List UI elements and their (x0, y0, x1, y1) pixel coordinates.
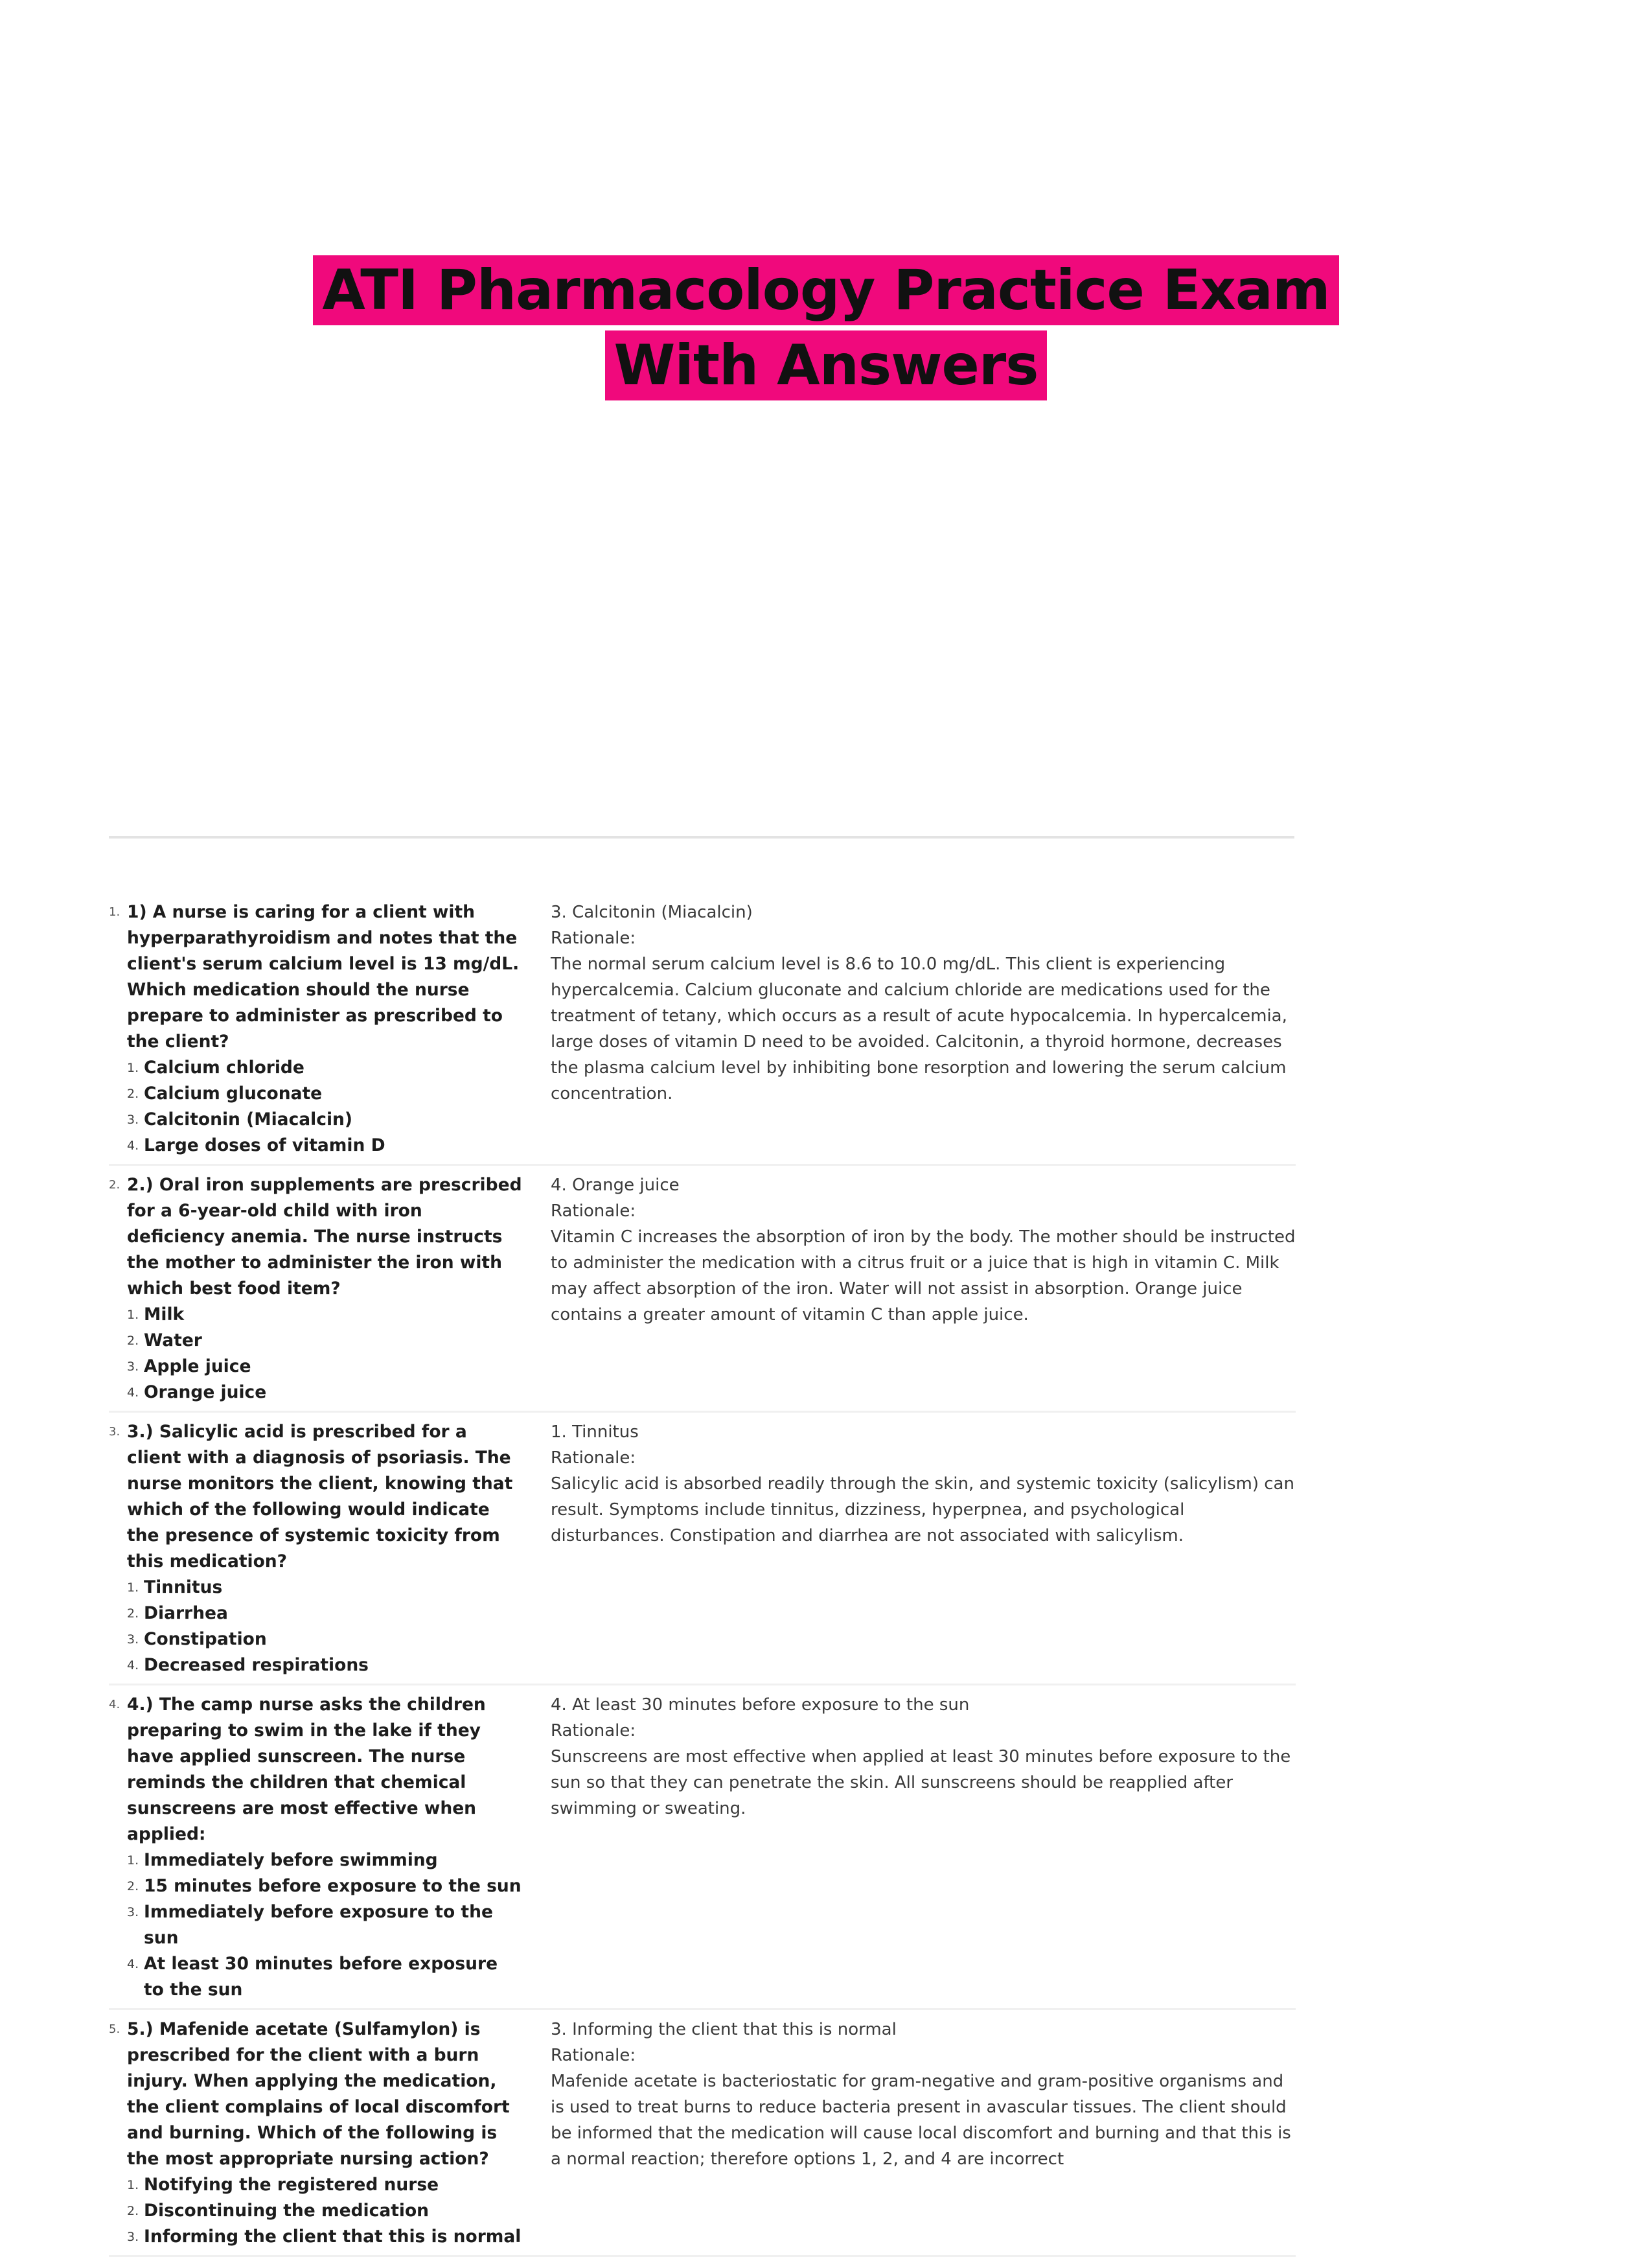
answer-cell (523, 1172, 1296, 1406)
question-cell (109, 2017, 523, 2250)
correct-answer: 3. Calcitonin (Miacalcin) (551, 903, 753, 922)
answer-cell (523, 2017, 1296, 2250)
option-number: 3. (127, 1632, 139, 1647)
option-number: 1. (127, 2178, 139, 2192)
answer-option (127, 1328, 523, 1354)
question-cell (109, 1419, 523, 1678)
option-number: 4. (127, 1385, 139, 1400)
rationale-label: Rationale: (551, 1448, 636, 1468)
answer-option (127, 1055, 523, 1081)
option-text: Orange juice (144, 1382, 267, 1402)
option-text: Constipation (144, 1629, 267, 1649)
answer-option (127, 2224, 523, 2250)
question-body (127, 1172, 523, 1406)
option-number: 3. (127, 1905, 139, 1919)
rationale-label: Rationale: (551, 1721, 636, 1741)
option-number: 1. (127, 1308, 139, 1322)
answer-option (127, 1133, 523, 1159)
option-number: 1. (127, 1061, 139, 1075)
answer-option (127, 1899, 523, 1951)
question-cell (109, 1172, 523, 1406)
rationale-text: Vitamin C increases the absorption of iron by the body. The mother should be instructed to administer the medication with a citrus fruit or a juice that is high in vitamin C. Milk may affect absorption of the iron. Water will not assist in absorption. Orange juice contains a greater amount of vitamin C than apple juice. (551, 1227, 1296, 1325)
question-text: 3.) Salicylic acid is prescribed for a client with a diagnosis of psoriasis. The nurse monitors the client, knowing that which of the following would indicate the presence of systemic toxicity from this medication? (127, 1422, 513, 1571)
option-text: Calcitonin (Miacalcin) (144, 1109, 353, 1129)
correct-answer: 4. At least 30 minutes before exposure to the sun (551, 1695, 970, 1715)
correct-answer: 3. Informing the client that this is normal (551, 2020, 897, 2039)
option-text: At least 30 minutes before exposure to the sun (144, 1954, 498, 2000)
question-number: 2. (109, 1178, 120, 1192)
option-text: Immediately before swimming (144, 1850, 438, 1870)
qa-row (109, 893, 1296, 1166)
option-text: Tinnitus (144, 1577, 223, 1597)
option-number: 3. (127, 1113, 139, 1127)
option-text: Notifying the registered nurse (144, 2175, 439, 2195)
option-text: Milk (144, 1304, 185, 1325)
answer-option (127, 1601, 523, 1626)
answer-option (127, 1575, 523, 1601)
question-number: 5. (109, 2022, 120, 2036)
rationale-text: The normal serum calcium level is 8.6 to 10.0 mg/dL. This client is experiencing hypercalcemia. Calcium gluconate and calcium chloride are medications used for the treatment of tetany, which occurs as a result of acute hypocalcemia. In hypercalcemia, large doses of vitamin D need to be avoided. Calcitonin, a thyroid hormone, decreases the plasma calcium level by inhibiting bone resorption and lowering the serum calcium concentration. (551, 955, 1287, 1104)
answer-option (127, 2198, 523, 2224)
option-text: Calcium gluconate (144, 1083, 323, 1104)
question-number: 4. (109, 1698, 120, 1711)
option-number: 1. (127, 1853, 139, 1868)
option-number: 2. (127, 1087, 139, 1101)
answer-option (127, 1951, 523, 2003)
option-text: Apple juice (144, 1356, 251, 1376)
page-title: ATI Pharmacology Practice Exam With Answers (313, 255, 1338, 400)
qa-table (109, 893, 1296, 2257)
option-text: Discontinuing the medication (144, 2201, 430, 2221)
question-body (127, 1692, 523, 2003)
divider (109, 836, 1294, 839)
answer-option (127, 1081, 523, 1107)
option-text: Informing the client that this is normal (144, 2227, 522, 2247)
rationale-text: Salicylic acid is absorbed readily through the skin, and systemic toxicity (salicylism) can result. Symptoms include tinnitus, dizziness, hyperpnea, and psychological disturbances. Constipation and diarrhea are not associated with salicylism. (551, 1474, 1294, 1545)
option-text: Diarrhea (144, 1603, 228, 1623)
question-body (127, 899, 523, 1159)
option-number: 1. (127, 1580, 139, 1595)
rationale-text: Mafenide acetate is bacteriostatic for gram-negative and gram-positive organisms and is used to treat burns to reduce bacteria present in avascular tissues. The client should be informed that the medication will cause local discomfort and burning and that this is a normal reaction; therefore options 1, 2, and 4 are incorrect (551, 2072, 1291, 2169)
answer-option (127, 1847, 523, 1873)
answer-option (127, 1626, 523, 1652)
option-number: 4. (127, 1139, 139, 1153)
answer-option (127, 1302, 523, 1328)
question-text: 5.) Mafenide acetate (Sulfamylon) is prescribed for the client with a burn injury. When applying the medication, the client complains of local discomfort and burning. Which of the following is the most appropriate nursing action? (127, 2019, 510, 2169)
rationale-text: Sunscreens are most effective when applied at least 30 minutes before exposure to the sun so that they can penetrate the skin. All sunscreens should be reapplied after swimming or sweating. (551, 1747, 1291, 1818)
option-number: 2. (127, 2204, 139, 2218)
answer-cell (523, 899, 1296, 1159)
title-block (0, 253, 1652, 403)
answer-option (127, 1873, 523, 1899)
answer-option (127, 1652, 523, 1678)
option-number: 2. (127, 1334, 139, 1348)
answer-option (127, 1107, 523, 1133)
rationale-label: Rationale: (551, 2046, 636, 2065)
option-number: 2. (127, 1879, 139, 1893)
option-list (127, 1575, 523, 1678)
option-text: Decreased respirations (144, 1655, 369, 1675)
correct-answer: 1. Tinnitus (551, 1422, 639, 1442)
qa-row (109, 1166, 1296, 1413)
question-body (127, 2017, 523, 2250)
question-number: 1. (109, 905, 120, 919)
question-body (127, 1419, 523, 1678)
option-list (127, 2172, 523, 2250)
qa-row (109, 1413, 1296, 1685)
question-text: 4.) The camp nurse asks the children preparing to swim in the lake if they have applied sunscreen. The nurse reminds the children that chemical sunscreens are most effective when applied: (127, 1695, 486, 1844)
qa-row (109, 1685, 1296, 2010)
option-number: 3. (127, 2230, 139, 2244)
option-number: 2. (127, 1606, 139, 1621)
option-text: Immediately before exposure to the sun (144, 1902, 493, 1948)
option-list (127, 1302, 523, 1406)
question-cell (109, 1692, 523, 2003)
question-number: 3. (109, 1425, 120, 1439)
option-list (127, 1847, 523, 2003)
option-text: Calcium chloride (144, 1058, 304, 1078)
option-text: Large doses of vitamin D (144, 1135, 385, 1155)
option-text: Water (144, 1330, 202, 1350)
option-number: 3. (127, 1360, 139, 1374)
rationale-label: Rationale: (551, 929, 636, 948)
qa-row (109, 2010, 1296, 2257)
option-number: 4. (127, 1957, 139, 1971)
option-text: 15 minutes before exposure to the sun (144, 1876, 522, 1896)
answer-cell (523, 1692, 1296, 2003)
answer-option (127, 1380, 523, 1406)
answer-option (127, 1354, 523, 1380)
question-text: 1) A nurse is caring for a client with hyperparathyroidism and notes that the client's serum calcium level is 13 mg/dL. Which medication should the nurse prepare to administer as prescribed to the client? (127, 902, 520, 1052)
rationale-label: Rationale: (551, 1201, 636, 1221)
question-cell (109, 899, 523, 1159)
question-text: 2.) Oral iron supplements are prescribed for a 6-year-old child with iron deficiency anemia. The nurse instructs the mother to administer the iron with which best food item? (127, 1175, 522, 1299)
option-number: 4. (127, 1658, 139, 1672)
answer-cell (523, 1419, 1296, 1678)
option-list (127, 1055, 523, 1159)
answer-option (127, 2172, 523, 2198)
correct-answer: 4. Orange juice (551, 1175, 680, 1195)
